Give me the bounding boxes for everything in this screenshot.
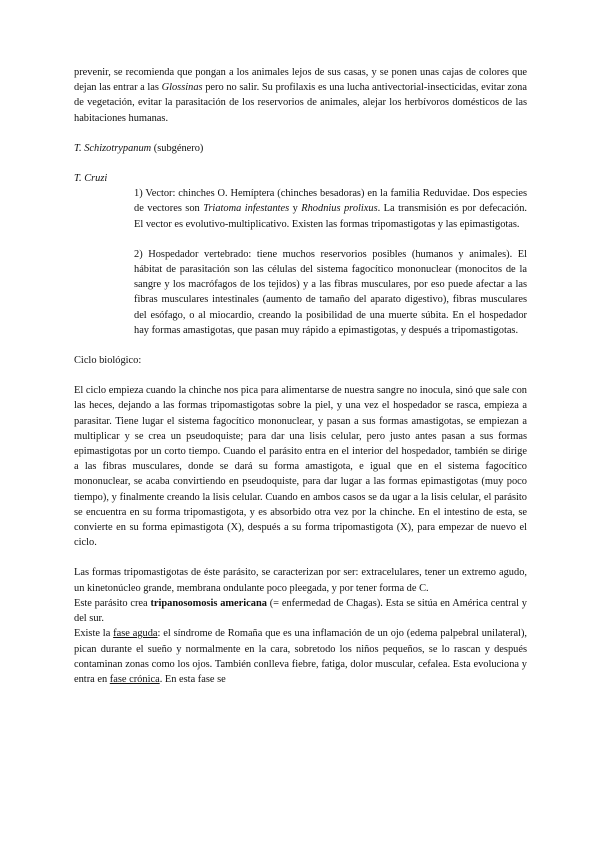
host-paragraph: 2) Hospedador vertebrado: tiene muchos reservorios posibles (humanos y animales). El hábitat de parasitación son las células del sistema fagocítico mononuclear (monocitos de la sangre y los macrófagos de los tejidos) y a las fibras musculares, por eso puede afectar a las fibras musculares intestinales (aumento de tamaño del aparato digestivo), fibras musculares del esófago, o al miocardio, creando la posibilidad de una muerte súbita. En el hospedador hay formas amastigotas, que pasan muy rápido a epimastigotas, y después a tripomastigotas. <box>134 248 527 336</box>
underlined-term: fase crónica <box>109 673 160 685</box>
cycle-heading: Ciclo biológico: <box>74 355 142 367</box>
underlined-term: fase aguda <box>113 628 158 640</box>
text-run: Este parásito crea <box>74 597 151 609</box>
acute-paragraph <box>74 626 527 687</box>
bold-term: tripanosomosis americana <box>150 597 267 609</box>
italic-term: Glossinas <box>161 82 203 94</box>
species-heading <box>74 171 527 186</box>
text-run: . En esta fase se <box>159 673 226 685</box>
text-run: prevenir, se recomienda que pongan a los animales lejos de sus casas, y se ponen unas cajas de colores que dejan las entrar a las <box>74 67 527 94</box>
forms-paragraph: Las formas tripomastigotas de éste parásito, se caracterizan por ser: extracelulares, tener un extremo agudo, un kinetonúcleo grande, membrana ondulante poco pleegada, y por tener forma de C. <box>74 567 527 594</box>
text-run: y <box>289 203 302 215</box>
cycle-paragraph: El ciclo empieza cuando la chinche nos pica para alimentarse de nuestra sangre no inocula, sinó que sale con las heces, dejando a las formas tripomastigotas sobre la piel, y una vez el hospedador se rasca, empieza a parasitar. Tiene lugar el sistema fagocítico mononuclear, y pasan a sus formas amastigotas, se empiezan a multiplicar y se crea un pseudoquiste; para dar una lisis celular, pero justo antes pasan a sus formas epimastigotas por un corto tiempo. Cuando el parásito entra en el interior del hospedador, también se dirige a las fibras musculares, donde se dará su forma amastigota, e igual que en el sistema fagocítico mononuclear, se acaba convirtiendo en pseudoquiste, para dar lugar a las formas epimastigotas (muy poco tiempo), y finalmente creando la lisis celular. Cuando en ambos casos se da ugar a la lisis celular, el parásito se encuentra en su forma tripomastigota, y es absorbido otra vez por la chinche. En el intestino de esta, se convierte en su forma epimastigota (X), después a su forma tripomastigota (X), para empezar de nuevo el ciclo. <box>74 385 527 549</box>
italic-term: Rhodnius prolixus <box>301 203 378 215</box>
italic-term: Triatoma infestantes <box>203 203 290 215</box>
text-run: Existe la <box>74 628 114 640</box>
disease-paragraph <box>74 596 527 626</box>
intro-paragraph <box>74 65 527 126</box>
text-run: (= enfermedad de Chagas). Esta se sitúa en América central y del sur. <box>74 597 528 625</box>
subgenus-suffix: (subgénero) <box>151 142 204 154</box>
text-run: pero no salir. Su profilaxis es una lucha antivectorial-insecticidas, evitar zona de vegetación, evitar la parasitación de los reservorios de animales, alejar los herbívoros domésticos de las habitaciones humanas. <box>74 82 527 124</box>
text-run: . La transmisión es por defecación. El vector es evolutivo-multiplicativo. Existen las formas tripomastigotas y las epimastigotas. <box>134 203 527 230</box>
subgenus-name: T. Schizotrypanum <box>74 142 152 154</box>
subgenus-heading <box>74 141 527 156</box>
vector-paragraph <box>134 186 527 232</box>
document-body <box>74 65 527 687</box>
species-name: T. Cruzi <box>74 173 108 185</box>
text-run: : el síndrome de Romaña que es una inflamación de un ojo (edema palpebral unilateral), pican durante el sueño y normalmente en la cara, sobretodo los niños pequeños, se lo rascan y después contaminan zonas como los ojos. También conlleva fiebre, fatiga, dolor muscular, cefalea. Esta evoluciona y entra en <box>74 628 528 685</box>
text-run: 1) Vector: chinches O. Hemíptera (chinches besadoras) en la familia Reduvidae. Dos especies de vectores son <box>134 188 527 215</box>
